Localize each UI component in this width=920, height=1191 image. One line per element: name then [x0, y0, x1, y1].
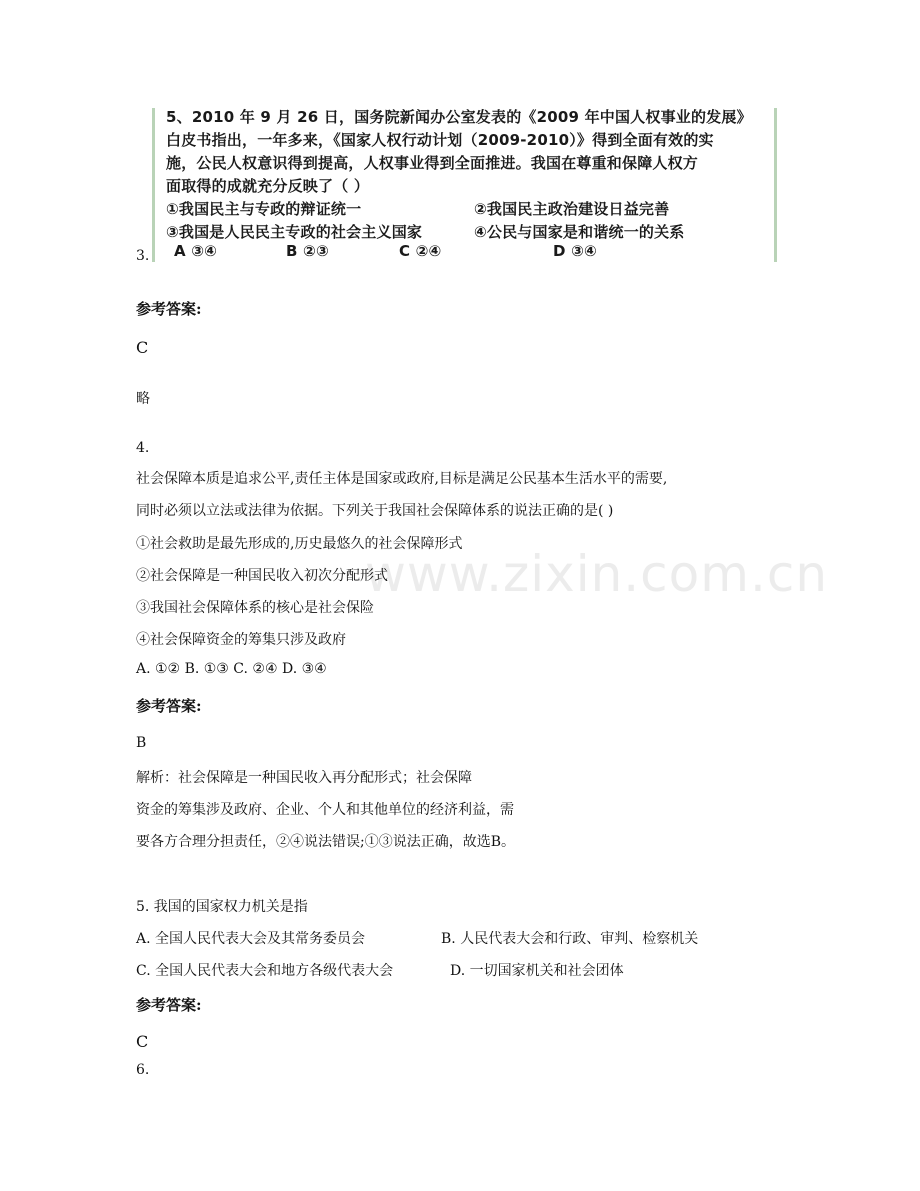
question-5-answer-label: 参考答案: — [136, 996, 202, 1014]
question-4-option-4: ④社会保障资金的筹集只涉及政府 — [136, 632, 346, 648]
question-4-stem-line-1: 社会保障本质是追求公平,责任主体是国家或政府,目标是满足公民基本生活水平的需要, — [136, 471, 668, 487]
question-4-answer: B — [136, 735, 147, 751]
image-right-border — [774, 108, 777, 262]
image-choice-d: D ③④ — [553, 242, 597, 260]
image-choice-b: B ②③ — [286, 242, 329, 260]
question-5-option-b: B. 人民代表大会和行政、审判、检察机关 — [441, 931, 699, 947]
question-4-option-3: ③我国社会保障体系的核心是社会保险 — [136, 600, 374, 616]
image-option-2: ②我国民主政治建设日益完善 — [474, 200, 670, 218]
image-choice-c: C ②④ — [399, 242, 442, 260]
question-5-stem: 5. 我国的国家权力机关是指 — [136, 899, 308, 915]
question-4-analysis-line-2: 资金的筹集涉及政府、企业、个人和其他单位的经济利益，需 — [136, 802, 514, 818]
question-4-option-1: ①社会救助是最先形成的,历史最悠久的社会保障形式 — [136, 536, 463, 552]
image-option-1: ①我国民主与专政的辩证统一 — [166, 200, 362, 218]
question-4-choices: A. ①② B. ①③ C. ②④ D. ③④ — [136, 661, 327, 677]
image-line-1: 5、2010 年 9 月 26 日，国务院新闻办公室发表的《2009 年中国人权事业的发展》 — [166, 108, 752, 126]
image-choice-a: A ③④ — [174, 242, 218, 260]
question-5-answer: C — [136, 1032, 149, 1051]
image-line-4: 面取得的成就充分反映了（ ） — [166, 177, 370, 195]
question-3-explanation: 略 — [136, 391, 150, 407]
question-5-option-d: D. 一切国家机关和社会团体 — [450, 963, 624, 979]
image-option-4: ④公民与国家是和谐统一的关系 — [474, 223, 685, 241]
question-4-option-2: ②社会保障是一种国民收入初次分配形式 — [136, 568, 388, 584]
question-4-answer-label: 参考答案: — [136, 697, 202, 715]
question-5-option-c: C. 全国人民代表大会和地方各级代表大会 — [136, 963, 394, 979]
question-4-analysis-line-1: 解析：社会保障是一种国民收入再分配形式；社会保障 — [136, 770, 472, 786]
question-6-number: 6. — [136, 1062, 150, 1078]
question-3-number: 3. — [136, 248, 150, 264]
question-4-analysis-line-3: 要各方合理分担责任，②④说法错误;①③说法正确，故选B。 — [136, 834, 516, 850]
question-5-option-a: A. 全国人民代表大会及其常务委员会 — [136, 931, 366, 947]
question-4-stem-line-2: 同时必须以立法或法律为依据。下列关于我国社会保障体系的说法正确的是( ) — [136, 503, 614, 519]
question-3-answer: C — [136, 338, 149, 357]
image-left-border — [152, 108, 155, 262]
image-line-3: 施，公民人权意识得到提高，人权事业得到全面推进。我国在尊重和保障人权方 — [166, 154, 699, 172]
image-option-3: ③我国是人民民主专政的社会主义国家 — [166, 223, 423, 241]
question-3-answer-label: 参考答案: — [136, 300, 202, 318]
image-line-2: 白皮书指出，一年多来，《国家人权行动计划（2009-2010）》得到全面有效的实 — [166, 131, 714, 149]
question-4-number: 4. — [136, 440, 150, 456]
question-3-image — [152, 102, 777, 264]
watermark: www.zixin.com.cn — [365, 545, 829, 603]
